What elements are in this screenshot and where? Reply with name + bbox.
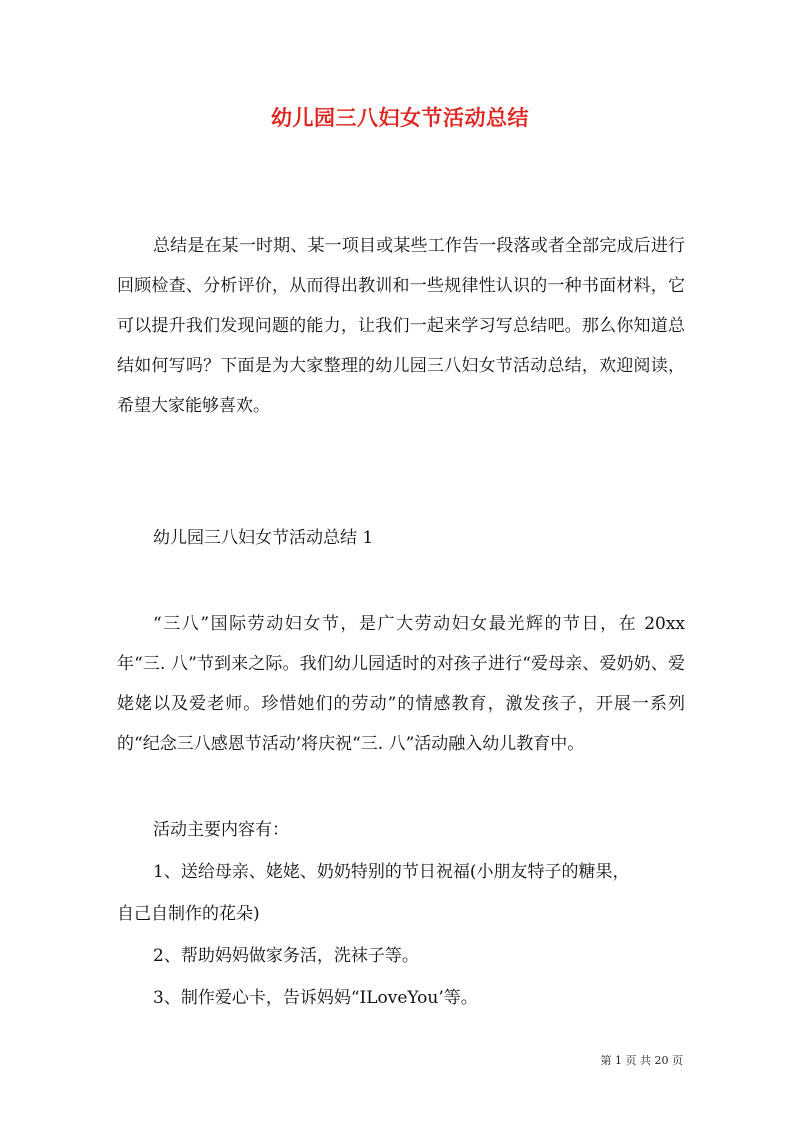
page-title: 幼儿园三八妇女节活动总结 <box>271 105 529 130</box>
section-heading: 幼儿园三八妇女节活动总结 1 <box>153 528 374 548</box>
list-item-continuation: 自己自制作的花朵) <box>117 904 260 924</box>
list-item: 1、送给母亲、姥姥、奶奶特别的节日祝福(小朋友特子的糖果， <box>153 862 630 882</box>
list-item: 3、制作爱心卡，告诉妈妈“ILoveYou’等。 <box>153 988 478 1008</box>
activities-intro: 活动主要内容有： <box>153 820 289 840</box>
list-item: 2、帮助妈妈做家务活，洗袜子等。 <box>153 946 419 966</box>
page-footer: 第 1 页 共 20 页 <box>600 1054 683 1067</box>
section-paragraph: “三八”国际劳动妇女节，是广大劳动妇女最光辉的节日，在 20xx 年“三. 八”节到来之际。我们幼儿园适时的对孩子进行“爱母亲、爱奶奶、爱姥姥以及爱老师。珍惜她们的劳动”的情感教育，激发孩子，开展一系列的“纪念三八感恩节活动’将庆祝“三. 八”活动融入幼儿教育中。 <box>117 614 685 754</box>
intro-paragraph: 总结是在某一时期、某一项目或某些工作告一段落或者全部完成后进行回顾检查、分析评价，从而得出教训和一些规律性认识的一种书面材料，它可以提升我们发现问题的能力，让我们一起来学习写总结吧。那么你知道总结如何写吗？下面是为大家整理的幼儿园三八妇女节活动总结，欢迎阅读，希望大家能够喜欢。 <box>117 236 685 416</box>
